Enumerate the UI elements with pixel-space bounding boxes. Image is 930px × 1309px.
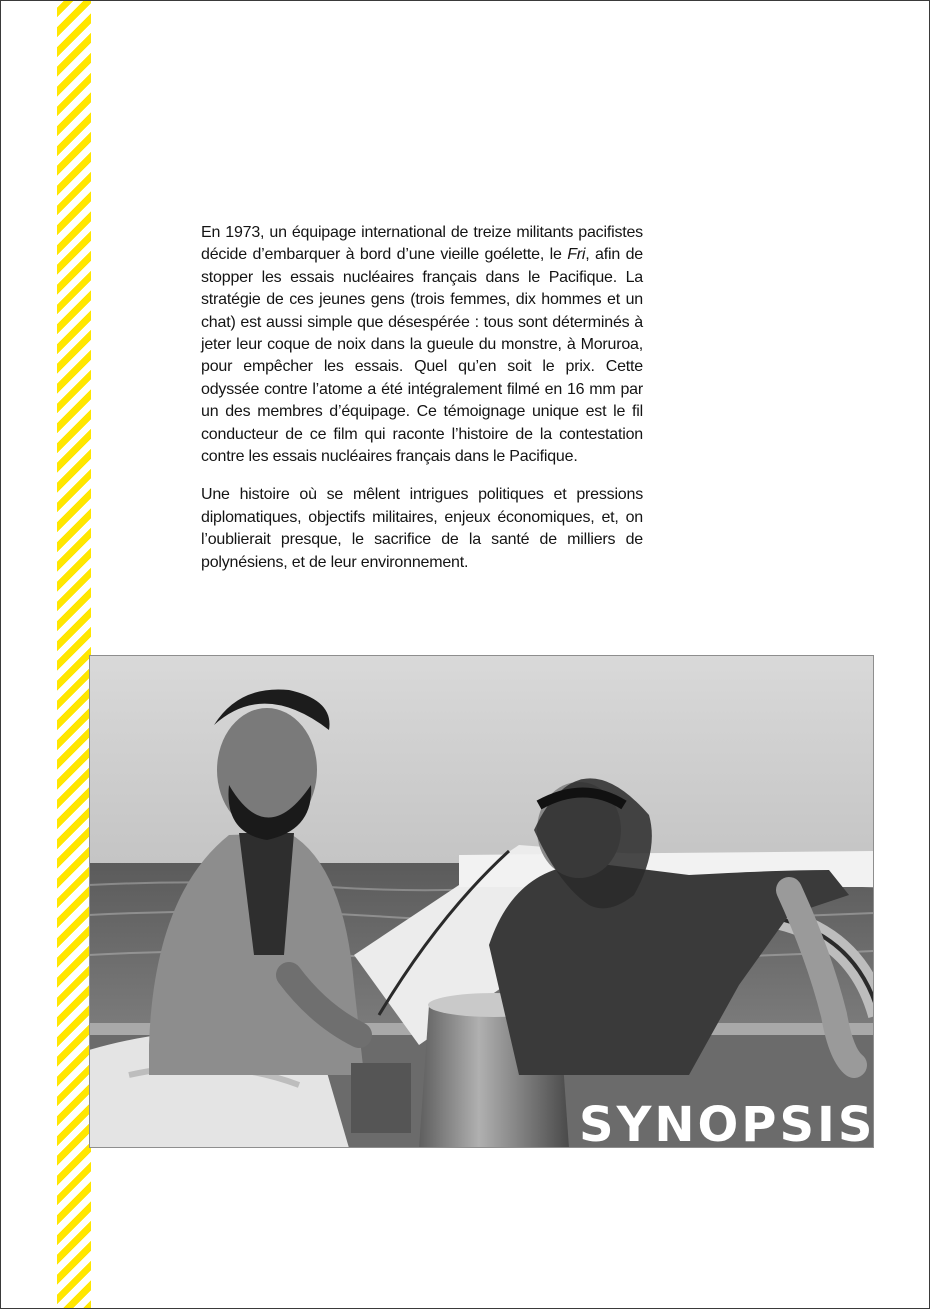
synopsis-paragraph-2: Une histoire où se mêlent intrigues politiques et pressions diplomatiques, objectifs militaires, enjeux économiques, et, on l’oublierait presque, le sacrifice de la santé de milliers de polynésiens, et de leur environnement. xyxy=(201,486,643,571)
decorative-hazard-stripe xyxy=(57,1,91,1309)
paragraph-1-start: En 1973, un équipage international de treize militants pacifistes décide d’embarquer à bord d’une vieille goélette, le xyxy=(201,224,643,264)
crew-photo xyxy=(89,655,876,1153)
synopsis-text xyxy=(201,222,643,590)
synopsis-heading: SYNOPSIS xyxy=(579,1097,876,1153)
synopsis-paragraph-1 xyxy=(201,222,643,468)
boat-name-fri: Fri xyxy=(567,246,586,264)
paragraph-1-end: , afin de stopper les essais nucléaires français dans le Pacifique. La stratégie de ces jeunes gens (trois femmes, dix hommes et un chat) est aussi simple que désespérée : tous sont déterminés à jeter leur coque de noix dans la gueule du monstre, à Moruroa, pour empêcher les essais. Quel qu’en soit le prix. Cette odyssée contre l’atome a été intégralement filmé en 16 mm par un des membres d’équipage. Ce témoignage unique est le fil conducteur de ce film qui raconte l’histoire de la contestation contre les essais nucléaires français dans le Pacifique. xyxy=(201,246,643,466)
